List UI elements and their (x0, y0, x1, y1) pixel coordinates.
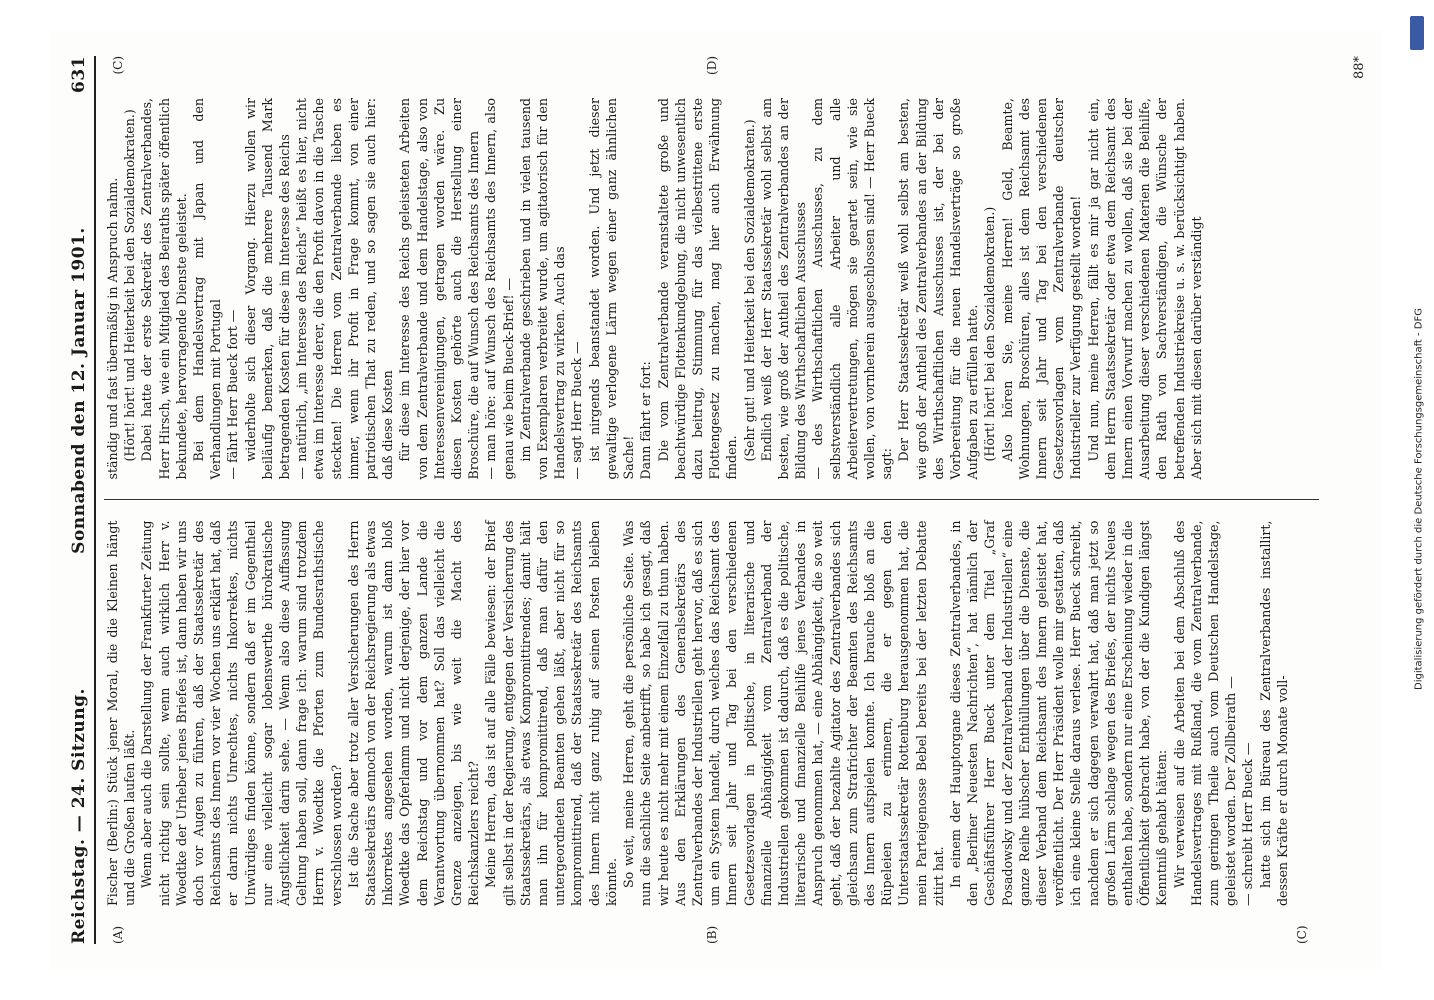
paragraph: In einem der Hauptorgane dieses Zentralverbandes, in den „Berliner Neuesten Nachrichten“, hat nämlich der Geschäftsführer Herr Bueck unter dem Titel „Graf Posadowsky und der Zentralverband der Industriellen“ eine ganze Reihe hübscher Enthüllungen über die Dienste, die dieser Verband dem Reichsamt des Innern geleistet hat, veröffentlicht. Der Herr Präsident wolle mir gestatten, daß ich eine kleine Stelle daraus verlese. Herr Bueck schreibt, nachdem er sich dagegen verwahrt hat, daß man jetzt so großen Lärm schlage wegen des Briefes, der nichts Neues enthalten habe, sondern nur eine Erscheinung wieder in die Öffentlichkeit gebracht habe, von der die Kundigen längst Kenntniß gehabt hätten: (947, 520, 1170, 906)
margin-mark-a: (A) (111, 925, 125, 944)
paragraph: widerholte sich dieser Vorgang. Hierzu wollen wir beiläufig bemerken, daß die mehrere Tausend Mark betragenden Kosten für diese im Interesse des Reichs (242, 98, 293, 480)
header-center: Sonnabend den 12. Januar 1901. (69, 227, 89, 554)
interjection: (Hört! hört! und Heiterkeit bei den Sozialdemokraten.) (122, 109, 138, 462)
page-header (69, 56, 96, 944)
quote-paragraph: hatte sich im Büreau des Zentralverbandes installirt, dessen Kräfte er durch Monate voll- (1257, 520, 1290, 906)
paragraph: Ist die Sache aber trotz aller Versicherungen des Herrn Staatssekretärs dennoch von der Reichsregierung als etwas Inkorrektes angesehen worden, warum ist dann bloß Woedtke das Opferlamm und nicht derjenige, der hier vor dem Reichstag und vor dem ganzen Lande die Verantwortung übernommen hat? Soll das vielleicht die Grenze anzeigen, bis wie weit die Macht des Reichskanzlers reicht? (345, 520, 482, 906)
paragraph: Bei dem Handelsvertrag mit Japan und den Verhandlungen mit Portugal (191, 98, 224, 480)
digitization-credit-text: Digitalisierung gefördert durch die Deutsche Forschungsgemeinschaft - DFG (1413, 307, 1425, 691)
paragraph: Und nun, meine Herren, fällt es mir ja gar nicht ein, dem Herrn Staatssekretär oder etwa dem Reichsamt des Innern einen Vorwurf machen zu wollen, daß sie bei der Ausarbeitung dieser verschiedenen Materien die Beihilfe, den Rath von Sachverständigen, die Wünsche der betreffenden Industriekreise u. s. w. berücksichtigt haben. Aber sich mit diesen darüber verständigt (1085, 98, 1204, 480)
dfg-logo-icon (1410, 16, 1424, 50)
digitization-credit (1408, 12, 1430, 986)
margin-mark-d: (D) (705, 56, 719, 75)
paragraph: — man höre: auf Wunsch des Reichsamts des Innern, also genau wie beim Bueck-Brief! — (483, 98, 516, 480)
paragraph: Wenn aber auch die Darstellung der Frankfurter Zeitung nicht richtig sein sollte, wenn auch wirklich Herr v. Woedtke der Urheber jenes Briefes ist, dann haben wir uns doch vor Augen zu führen, daß der Staatssekretär des Reichsamts des Innern vor vier Wochen uns erklärt hat, daß er darin nichts Unrechtes, nichts Inkorrektes, nichts Unwürdiges finden könne, sondern daß er im Gegentheil nur eine vielleicht sogar lobenswerthe bürokratische Ängstlichkeit darin sehe. — Wenn also diese Auffassung Geltung haben soll, dann frage ich: warum sind trotzdem Herrn v. Woedtke die Pforten zum Bundesrathstische verschlossen worden? (139, 520, 344, 906)
paragraph: Der Herr Staatssekretär weiß wohl selbst am besten, wie groß der Antheil des Zentralverbandes an der Bildung des Wirthschaftlichen Ausschusses ist, der bei der Vorbereitung für die neuen Handelsverträge so große Aufgaben zu erfüllen hatte. (896, 98, 981, 480)
margin-mark-c: (C) (111, 56, 125, 75)
margin-mark-c-left: (C) (1295, 925, 1309, 944)
paragraph: Dabei hatte der erste Sekretär des Zentralverbandes, Herr Hirsch, wie ein Mitglied des Beiraths später öffentlich bekundete, hervorragende Dienste geleistet. (139, 98, 189, 480)
quote-paragraph: Wir verweisen auf die Arbeiten bei dem Abschluß des Handelsvertrages mit Rußland, die vom Zentralverbande, zum geringen Theile auch vom Deutschen Handelstage, geleistet worden. Der Zollbeirath — (1171, 520, 1239, 906)
paragraph: für diese im Interesse des Reichs geleisteten Arbeiten von dem Zentralverbande und dem Handelstage, also von Interessenvereinigungen, getragen worden wäre. Zu diesen Kosten gehörte auch die Herstellung einer Broschüre, die auf Wunsch des Reichsamts des Innern (397, 98, 482, 480)
paragraph: — sagt Herr Bueck — (569, 341, 585, 480)
paragraph: — schreibt Herr Bueck — (1240, 742, 1256, 906)
interjection: (Hört! hört! bei den Sozialdemokraten.) (982, 206, 998, 462)
paragraph: im Zentralverbande geschrieben und in vielen tausend von Exemplaren verbreitet wurde, um agitatorisch für den Handelsvertrag zu wirken. Auch das (517, 98, 568, 480)
paragraph: — fährt Herr Bueck fort — (225, 309, 241, 480)
paragraph: — natürlich, „im Interesse des Reichs“ heißt es hier, nicht etwa im Interesse derer, die den Profit davon in die Tasche steckten! Die Herren vom Zentralverbande lieben es immer, wenn ihr Profit in Frage kommt, von einer patriotischen That zu reden, und so sagen sie auch hier: daß diese Kosten (294, 98, 396, 480)
paragraph: ist nirgends beanstandet worden. Und jetzt dieser gewaltige verlogene Lärm wegen einer ganz ähnlichen Sache! (586, 98, 637, 480)
rotated-document-page (51, 30, 1381, 970)
paragraph: Fischer (Berlin:) Stück jener Moral, die die Kleinen hängt und die Großen laufen läßt. (105, 520, 138, 906)
paragraph: — des Wirthschaftlichen Ausschusses, zu dem selbstverständlich alle Arbeiter und alle Arbeitervertretungen, mögen sie geartet sein, wie sie wollen, von vornherein ausgeschlossen sind! — Herr Bueck sagt: (810, 98, 895, 480)
page-number: 631 (69, 56, 89, 94)
paragraph: So weit, meine Herren, geht die persönliche Seite. Was nun die sachliche Seite anbetrifft, so habe ich gesagt, daß wir heute es nicht mehr mit einem Einzelfall zu thun haben. Aus den Erklärungen des Generalsekretärs des Zentralverbandes der Industriellen geht hervor, daß es sich um ein System handelt, durch welches das Reichsamt des Innern seit Jahr und Tag bei den verschiedenen Gesetzesvorlagen in politische, in literarische und finanzielle Abhängigkeit vom Zentralverband der Industriellen gekommen ist dadurch, daß es die politische, literarische und finanzielle Beihilfe jenes Verbandes in Anspruch genommen hat, — eine Abhängigkeit, die so weit geht, daß der bezahlte Agitator des Zentralverbandes sich gleichsam zum Strafrichter der Beamten des Reichsamts des Innern aufspielen konnte. Ich brauche bloß an die Rüpeleien zu erinnern, die er gegen den Unterstaatssekretär Rottenburg herausgenommen hat, die mein Parteigenosse Bebel bereits bei der letzten Debatte zitirt hat. (621, 520, 946, 906)
paragraph: Endlich weiß der Herr Staatssekretär wohl selbst am besten, wie groß der Antheil des Zentralverbandes an der Bildung des Wirthschaftlichen Ausschusses (758, 98, 809, 480)
text-columns (104, 56, 1319, 944)
paragraph: ständig und fast übermäßig in Anspruch nahm. (105, 177, 120, 480)
margin-mark-b: (B) (705, 925, 719, 944)
signature-mark: 88* (1352, 56, 1367, 80)
paragraph: Meine Herren, das ist auf alle Fälle bewiesen: der Brief gilt selbst in der Regierung, entgegen der Versicherung des Staatssekretärs, als etwas Kompromittirendes; damit hält man ihn für kompromittirend, daß man dafür den untergeordneten Beamten gehen läßt, aber nicht für so kompromittirend, daß der Staatssekretär des Reichsamts des Innern nicht ganz ruhig auf seinen Posten bleiben könnte. (483, 520, 619, 906)
right-column (104, 56, 1319, 500)
header-left: Reichstag. — 24. Sitzung. (69, 688, 89, 944)
paragraph: Also hören Sie, meine Herren! Geld, Beamte, Wohnungen, Broschüren, alles ist dem Reichsamt des Innern seit Jahr und Tag bei den verschiedenen Gesetzesvorlagen vom Zentralverbande deutscher Industrieller zur Verfügung gestellt worden! (999, 98, 1084, 480)
paragraph: Die vom Zentralverbande veranstaltete große und beachtwürdige Flottenkundgebung, die nicht unwesentlich dazu beitrug, Stimmung für das vielbestrittene erste Flottengesetz zu machen, mag hier auch Erwähnung finden. (655, 98, 740, 480)
paragraph: Dann fährt er fort: (638, 361, 654, 480)
interjection: (Sehr gut! und Heiterkeit bei den Sozialdemokraten.) (741, 119, 757, 462)
left-column (104, 501, 1319, 945)
